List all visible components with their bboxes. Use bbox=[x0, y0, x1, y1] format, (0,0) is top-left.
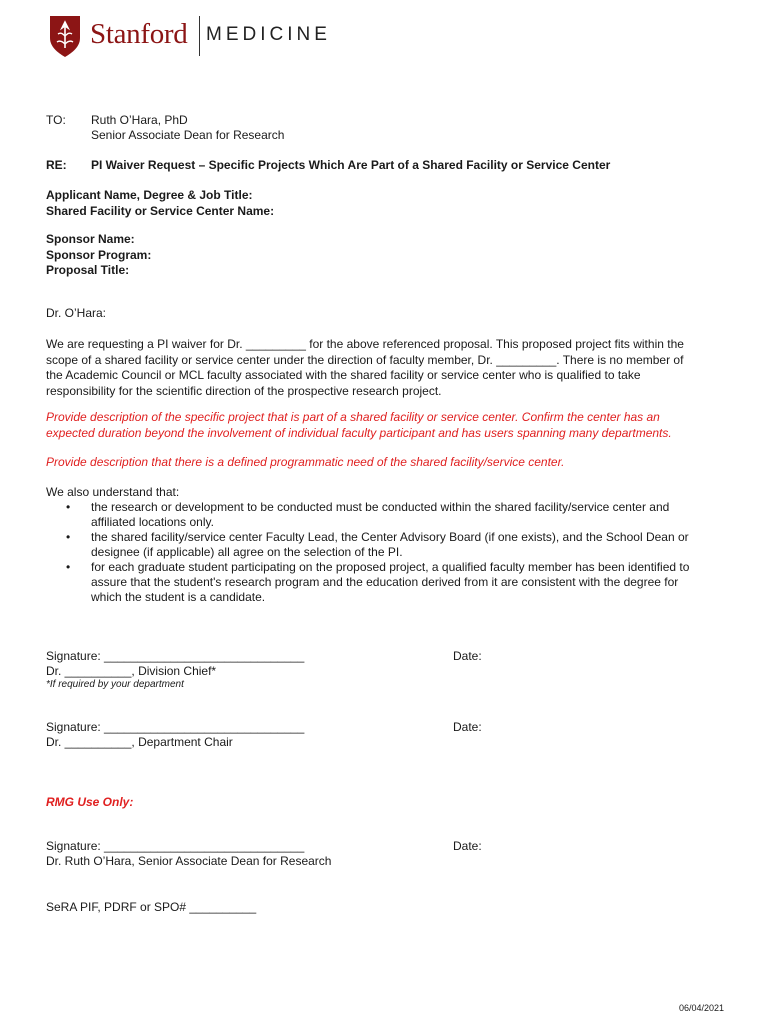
division-chief-signature-line[interactable]: Signature: ______________________________ bbox=[46, 649, 305, 663]
list-item-line: affiliated locations only. bbox=[91, 515, 214, 529]
list-item-line: assure that the student's research program and the education derived from it are consistent with the degree for bbox=[91, 575, 679, 589]
stanford-shield-icon bbox=[48, 14, 82, 58]
instruction-line: expected duration beyond the involvement of individual faculty participant and has users spanning many departments. bbox=[46, 425, 672, 440]
associate-dean-signature-line[interactable]: Signature: ______________________________ bbox=[46, 839, 305, 853]
list-item bbox=[46, 530, 736, 560]
rmg-heading: RMG Use Only: bbox=[46, 795, 134, 809]
understanding-list bbox=[46, 500, 736, 605]
to-name: Ruth O’Hara, PhD bbox=[91, 113, 188, 127]
list-item-line: • for each graduate student participating on the proposed project, a qualified faculty member has been identified to bbox=[91, 560, 690, 574]
date-field-1[interactable]: Date: bbox=[453, 649, 482, 663]
list-item-line: which the student is a candidate. bbox=[91, 590, 266, 604]
to-title: Senior Associate Dean for Research bbox=[91, 128, 285, 142]
department-chair-signature-line[interactable]: Signature: ______________________________ bbox=[46, 720, 305, 734]
date-field-3[interactable]: Date: bbox=[453, 839, 482, 853]
instruction-programmatic-need: Provide description that there is a defined programmatic need of the shared facility/service center. bbox=[46, 455, 565, 469]
instruction-line: Provide description of the specific project that is part of a shared facility or service center. Confirm the center has an bbox=[46, 410, 660, 424]
logo-wordmark: Stanford bbox=[90, 18, 188, 50]
list-item-line: designee (if applicable) all agree on the selection of the PI. bbox=[91, 545, 403, 559]
logo-divider bbox=[199, 16, 200, 56]
logo-division: MEDICINE bbox=[206, 24, 331, 45]
re-subject: PI Waiver Request – Specific Projects Which Are Part of a Shared Facility or Service Center bbox=[91, 158, 611, 172]
understand-intro: We also understand that: bbox=[46, 485, 180, 499]
instruction-project-description bbox=[46, 410, 672, 441]
applicant-fields bbox=[46, 188, 274, 219]
associate-dean-name: Dr. Ruth O’Hara, Senior Associate Dean for Research bbox=[46, 854, 332, 868]
list-item bbox=[46, 500, 736, 530]
body-line: responsibility for the scientific direction of the prospective research project. bbox=[46, 383, 442, 398]
salutation: Dr. O’Hara: bbox=[46, 306, 107, 320]
body-line: We are requesting a PI waiver for Dr. _________ for the above referenced proposal. This proposed project fits within the bbox=[46, 337, 684, 351]
body-line: the Academic Council or MCL faculty associated with the shared facility or service center who is qualified to take bbox=[46, 368, 641, 382]
field-proposal-title: Proposal Title: bbox=[46, 263, 130, 277]
field-center-name: Shared Facility or Service Center Name: bbox=[46, 203, 275, 218]
field-applicant-name: Applicant Name, Degree & Job Title: bbox=[46, 188, 253, 202]
division-chief-note: *If required by your department bbox=[46, 679, 184, 690]
department-chair-name: Dr. __________, Department Chair bbox=[46, 735, 233, 749]
body-paragraph bbox=[46, 337, 684, 399]
to-label: TO: bbox=[46, 113, 66, 127]
footer-date: 06/04/2021 bbox=[678, 1003, 724, 1013]
list-item-line: • the research or development to be conducted must be conducted within the shared facility/service center and bbox=[91, 500, 670, 514]
date-field-2[interactable]: Date: bbox=[453, 720, 482, 734]
field-sponsor-program: Sponsor Program: bbox=[46, 247, 152, 262]
list-item bbox=[46, 560, 736, 605]
stanford-medicine-logo bbox=[48, 14, 338, 60]
body-line: scope of a shared facility or service center under the direction of faculty member, Dr. _________. There is no member of bbox=[46, 352, 684, 367]
sera-number-field[interactable]: SeRA PIF, PDRF or SPO# __________ bbox=[46, 900, 257, 914]
division-chief-name: Dr. __________, Division Chief* bbox=[46, 664, 217, 678]
field-sponsor-name: Sponsor Name: bbox=[46, 232, 135, 246]
sponsor-fields bbox=[46, 232, 151, 279]
list-item-line: • the shared facility/service center Faculty Lead, the Center Advisory Board (if one exists), and the School Dean or bbox=[91, 530, 689, 544]
re-label: RE: bbox=[46, 158, 67, 172]
